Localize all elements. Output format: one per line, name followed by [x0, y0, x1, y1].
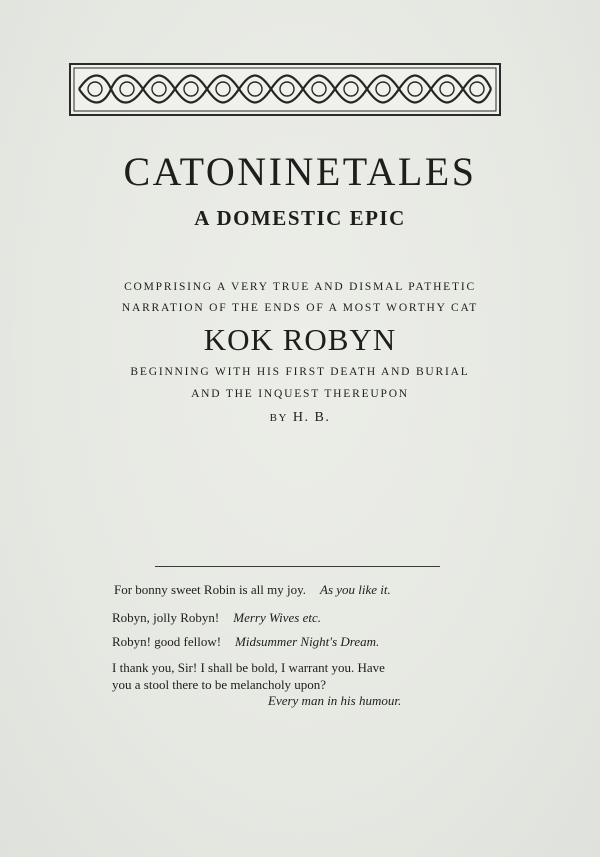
epigraph-source: Merry Wives etc.: [233, 610, 321, 625]
epigraph-4-line-2: you a stool there to be melancholy upon?: [112, 677, 327, 692]
byline-author: H. B.: [292, 410, 331, 425]
epigraph-1: [114, 582, 391, 598]
byline-by: BY: [269, 412, 288, 424]
book-subtitle: A DOMESTIC EPIC: [194, 206, 406, 230]
epigraph-4-line-1: I thank you, Sir! I shall be bold, I warrant you. Have: [112, 660, 385, 675]
knotwork-border-icon: [71, 65, 499, 114]
description-line-3: BEGINNING WITH HIS FIRST DEATH AND BURIAL: [130, 366, 470, 378]
epigraph-text: Robyn! good fellow!: [112, 634, 222, 649]
epigraph-3: [112, 634, 379, 650]
description-line-4: AND THE INQUEST THEREUPON: [191, 388, 409, 400]
epigraph-2: [112, 610, 321, 626]
knotwork-ornament-icon: [69, 63, 501, 116]
epigraph-source: Midsummer Night's Dream.: [235, 634, 380, 649]
description-line-1: COMPRISING A VERY TRUE AND DISMAL PATHETIC: [124, 281, 476, 293]
byline: [0, 410, 600, 426]
epigraph-text: Robyn, jolly Robyn!: [112, 610, 220, 625]
epigraph-source: Every man in his humour.: [268, 693, 402, 708]
cat-name: KOK ROBYN: [203, 322, 397, 357]
epigraph-text: For bonny sweet Robin is all my joy.: [114, 582, 306, 597]
epigraph-4-source: [268, 693, 401, 709]
divider-rule: [155, 566, 440, 567]
description-line-2: NARRATION OF THE ENDS OF A MOST WORTHY CAT: [121, 302, 479, 314]
book-title: CATONINETALES: [123, 149, 477, 194]
epigraph-source: As you like it.: [320, 582, 391, 597]
